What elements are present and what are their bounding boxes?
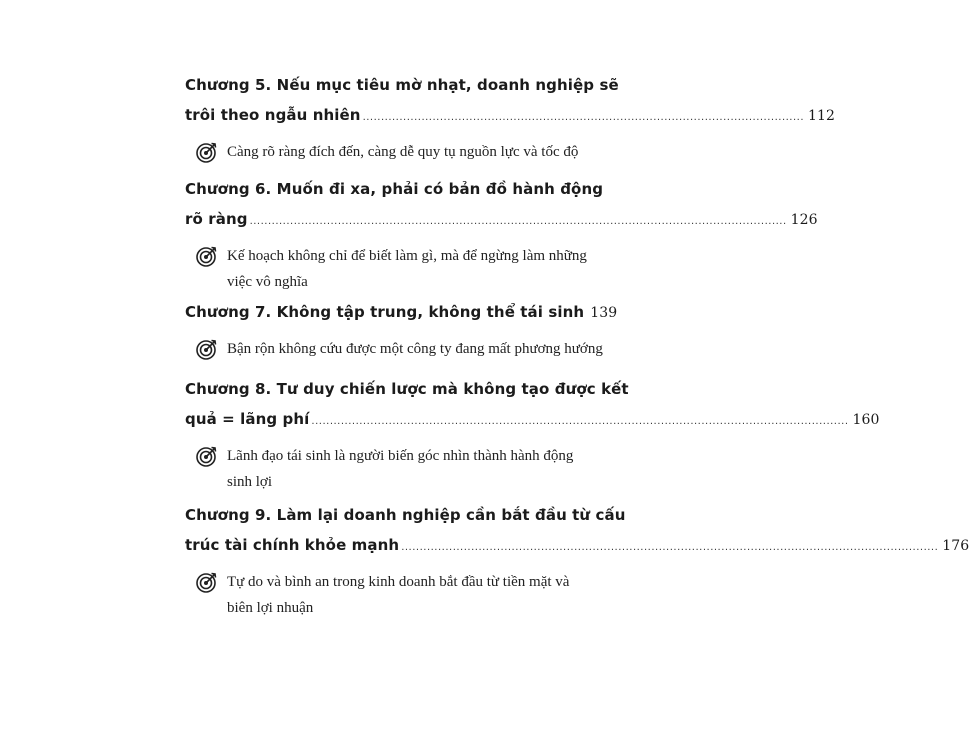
chapter-title-line1: Chương 9. Làm lại doanh nghiệp cần bắt đầu từ cấu xyxy=(185,506,626,524)
page-number: 112 xyxy=(808,108,836,124)
leader-dots: ........................................................................................................................ xyxy=(362,112,805,123)
page-number: 160 xyxy=(852,412,880,428)
subtitle-line: biên lợi nhuận xyxy=(227,600,314,616)
leader-dots: .................................................................................................................................................. xyxy=(249,216,787,227)
target-arrow-icon xyxy=(195,570,219,594)
chapter-title-line2: trôi theo ngẫu nhiên xyxy=(185,106,361,124)
chapter-title-line1: Chương 5. Nếu mục tiêu mờ nhạt, doanh nghiệp sẽ xyxy=(185,76,619,94)
toc-entry-chapter-9[interactable] xyxy=(185,500,969,621)
subtitle-line: Lãnh đạo tái sinh là người biến góc nhìn thành hành động xyxy=(227,448,574,464)
chapter-subtitle xyxy=(185,336,603,362)
page-number: 139 xyxy=(590,305,618,321)
toc-entry-chapter-7[interactable] xyxy=(185,297,618,362)
leader-dots: .................................................................................................................................................. xyxy=(401,542,939,553)
target-arrow-icon xyxy=(195,337,219,361)
subtitle-line: Kế hoạch không chỉ để biết làm gì, mà để ngừng làm những xyxy=(227,248,587,264)
subtitle-line: Càng rõ ràng đích đến, càng dễ quy tụ nguồn lực và tốc độ xyxy=(227,144,579,160)
toc-entry-chapter-8[interactable] xyxy=(185,374,880,495)
chapter-title: Chương 7. Không tập trung, không thể tái sinh xyxy=(185,303,585,321)
chapter-subtitle xyxy=(185,569,570,621)
subtitle-line: Bận rộn không cứu được một công ty đang mất phương hướng xyxy=(227,341,603,357)
chapter-subtitle xyxy=(185,139,579,165)
target-arrow-icon xyxy=(195,244,219,268)
chapter-title-line1: Chương 8. Tư duy chiến lược mà không tạo được kết xyxy=(185,380,629,398)
chapter-subtitle xyxy=(185,243,587,295)
target-arrow-icon xyxy=(195,140,219,164)
chapter-title-line2: quả = lãng phí xyxy=(185,410,310,428)
chapter-subtitle xyxy=(185,443,574,495)
subtitle-line: sinh lợi xyxy=(227,474,273,490)
chapter-title-line2: rõ ràng xyxy=(185,210,248,228)
chapter-title-line1: Chương 6. Muốn đi xa, phải có bản đồ hành động xyxy=(185,180,604,198)
toc-entry-chapter-6[interactable] xyxy=(185,174,818,295)
target-arrow-icon xyxy=(195,444,219,468)
page-number: 126 xyxy=(790,212,818,228)
chapter-title-line2: trúc tài chính khỏe mạnh xyxy=(185,536,400,554)
subtitle-line: việc vô nghĩa xyxy=(227,274,308,290)
page-number: 176 xyxy=(942,538,969,554)
leader-dots: .................................................................................................................................................. xyxy=(311,416,849,427)
toc-entry-chapter-5[interactable] xyxy=(185,70,836,165)
subtitle-line: Tự do và bình an trong kinh doanh bắt đầu từ tiền mặt và xyxy=(227,574,570,590)
